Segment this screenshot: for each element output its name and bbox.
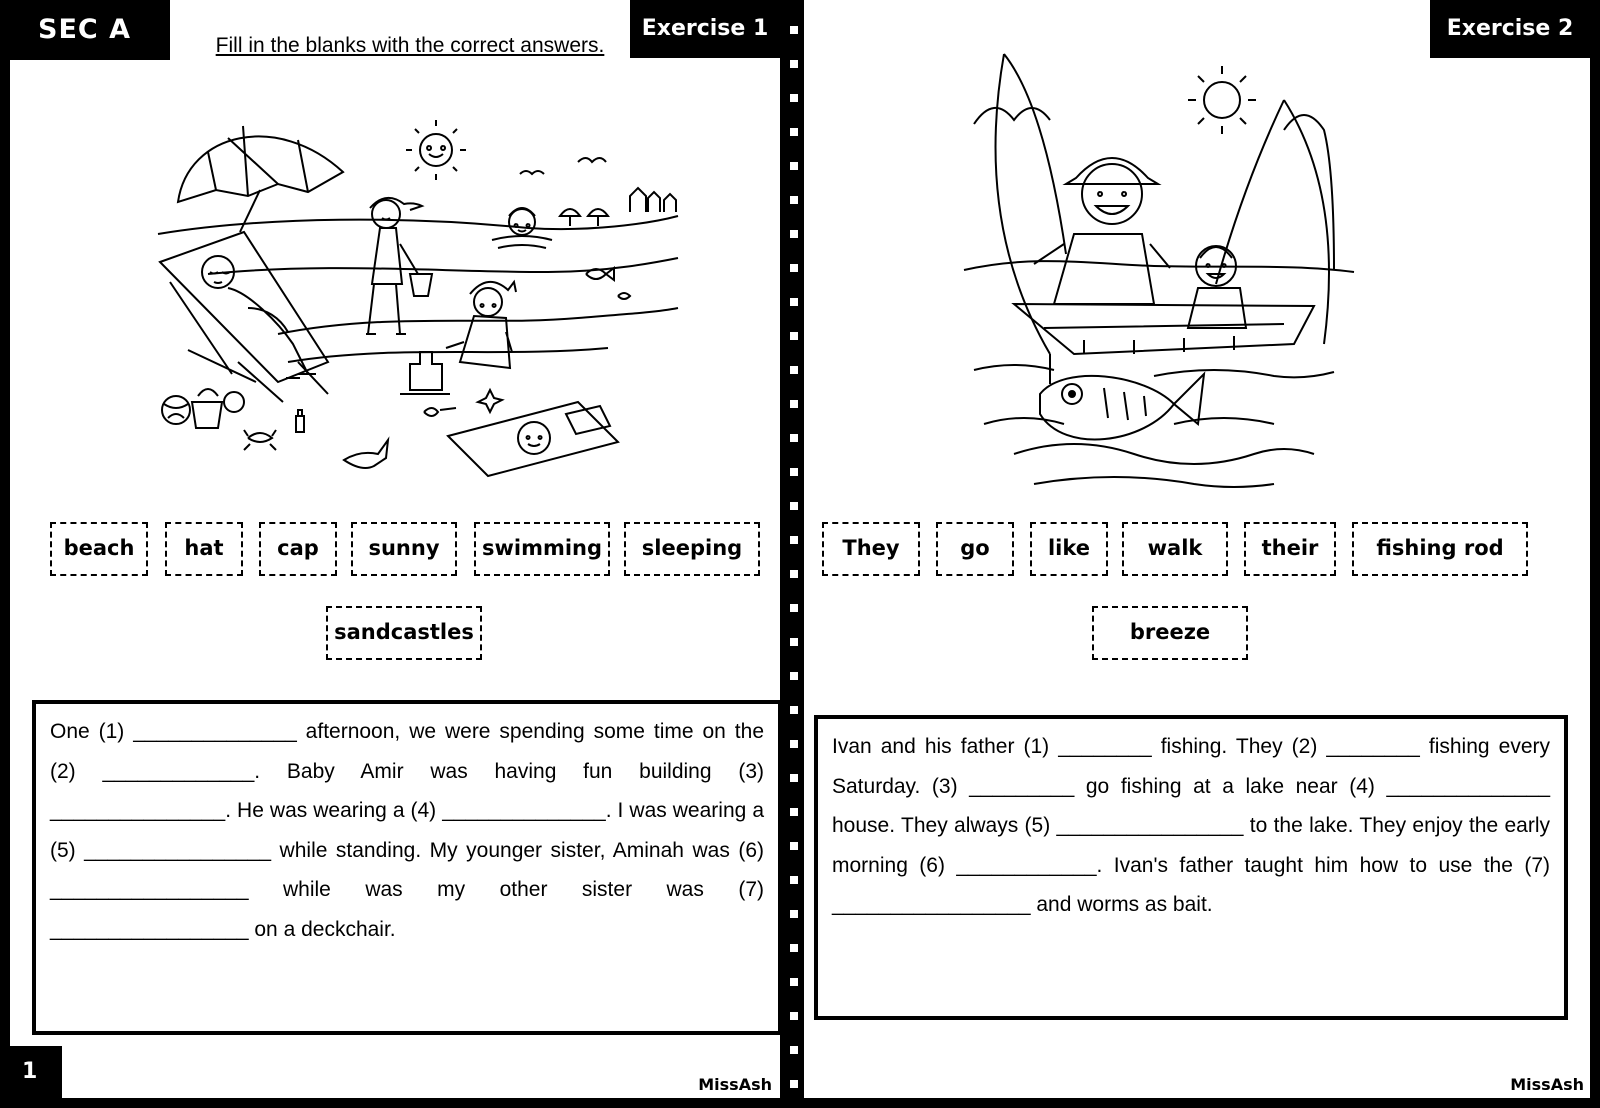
beach-scene-illustration: [148, 112, 688, 492]
exercise-1-page: [10, 0, 780, 1098]
page-divider: [790, 0, 798, 1108]
word-bank-item: go: [936, 522, 1014, 576]
instruction: Fill in the blanks with the correct answers.: [215, 34, 605, 57]
page-number: 1: [10, 1046, 62, 1098]
exercise-1-label: Exercise 1: [630, 0, 780, 58]
word-bank-item: beach: [50, 522, 148, 576]
brand-signature: MissAsh: [1510, 1075, 1584, 1094]
exercise-2-page: [804, 0, 1590, 1098]
brand-signature: MissAsh: [698, 1075, 772, 1094]
exercise-2-passage: Ivan and his father (1) ________ fishing. They (2) ________ fishing every Saturday. (3) _________ go fishing at a lake near (4) ______________ house. They always (5) ________________ to the lake. They enjoy the early morning (6) ____________. Ivan's father taught him how to use the (7) _________________ and worms as bait.: [814, 715, 1568, 1020]
word-bank-item: like: [1030, 522, 1108, 576]
word-bank-item: sleeping: [624, 522, 760, 576]
word-bank-item: their: [1244, 522, 1336, 576]
word-bank-item: breeze: [1092, 606, 1248, 660]
section-label: SEC A: [10, 0, 170, 60]
fishing-scene-illustration: [954, 44, 1374, 494]
word-bank-item: sunny: [351, 522, 457, 576]
word-bank-item: walk: [1122, 522, 1228, 576]
word-bank-item: cap: [259, 522, 337, 576]
exercise-1-passage: One (1) ______________ afternoon, we were spending some time on the (2) _____________. Baby Amir was having fun building (3) _______________. He was wearing a (4) ______________. I was wearing a (5) ________________ while standing. My younger sister, Aminah was (6) _________________ while was my other sister was (7) _________________ on a deckchair.: [32, 700, 780, 1035]
word-bank-item: hat: [165, 522, 243, 576]
word-bank-item: They: [822, 522, 920, 576]
exercise-2-label: Exercise 2: [1430, 0, 1590, 58]
word-bank-item: fishing rod: [1352, 522, 1528, 576]
word-bank-item: swimming: [474, 522, 610, 576]
word-bank-item: sandcastles: [326, 606, 482, 660]
